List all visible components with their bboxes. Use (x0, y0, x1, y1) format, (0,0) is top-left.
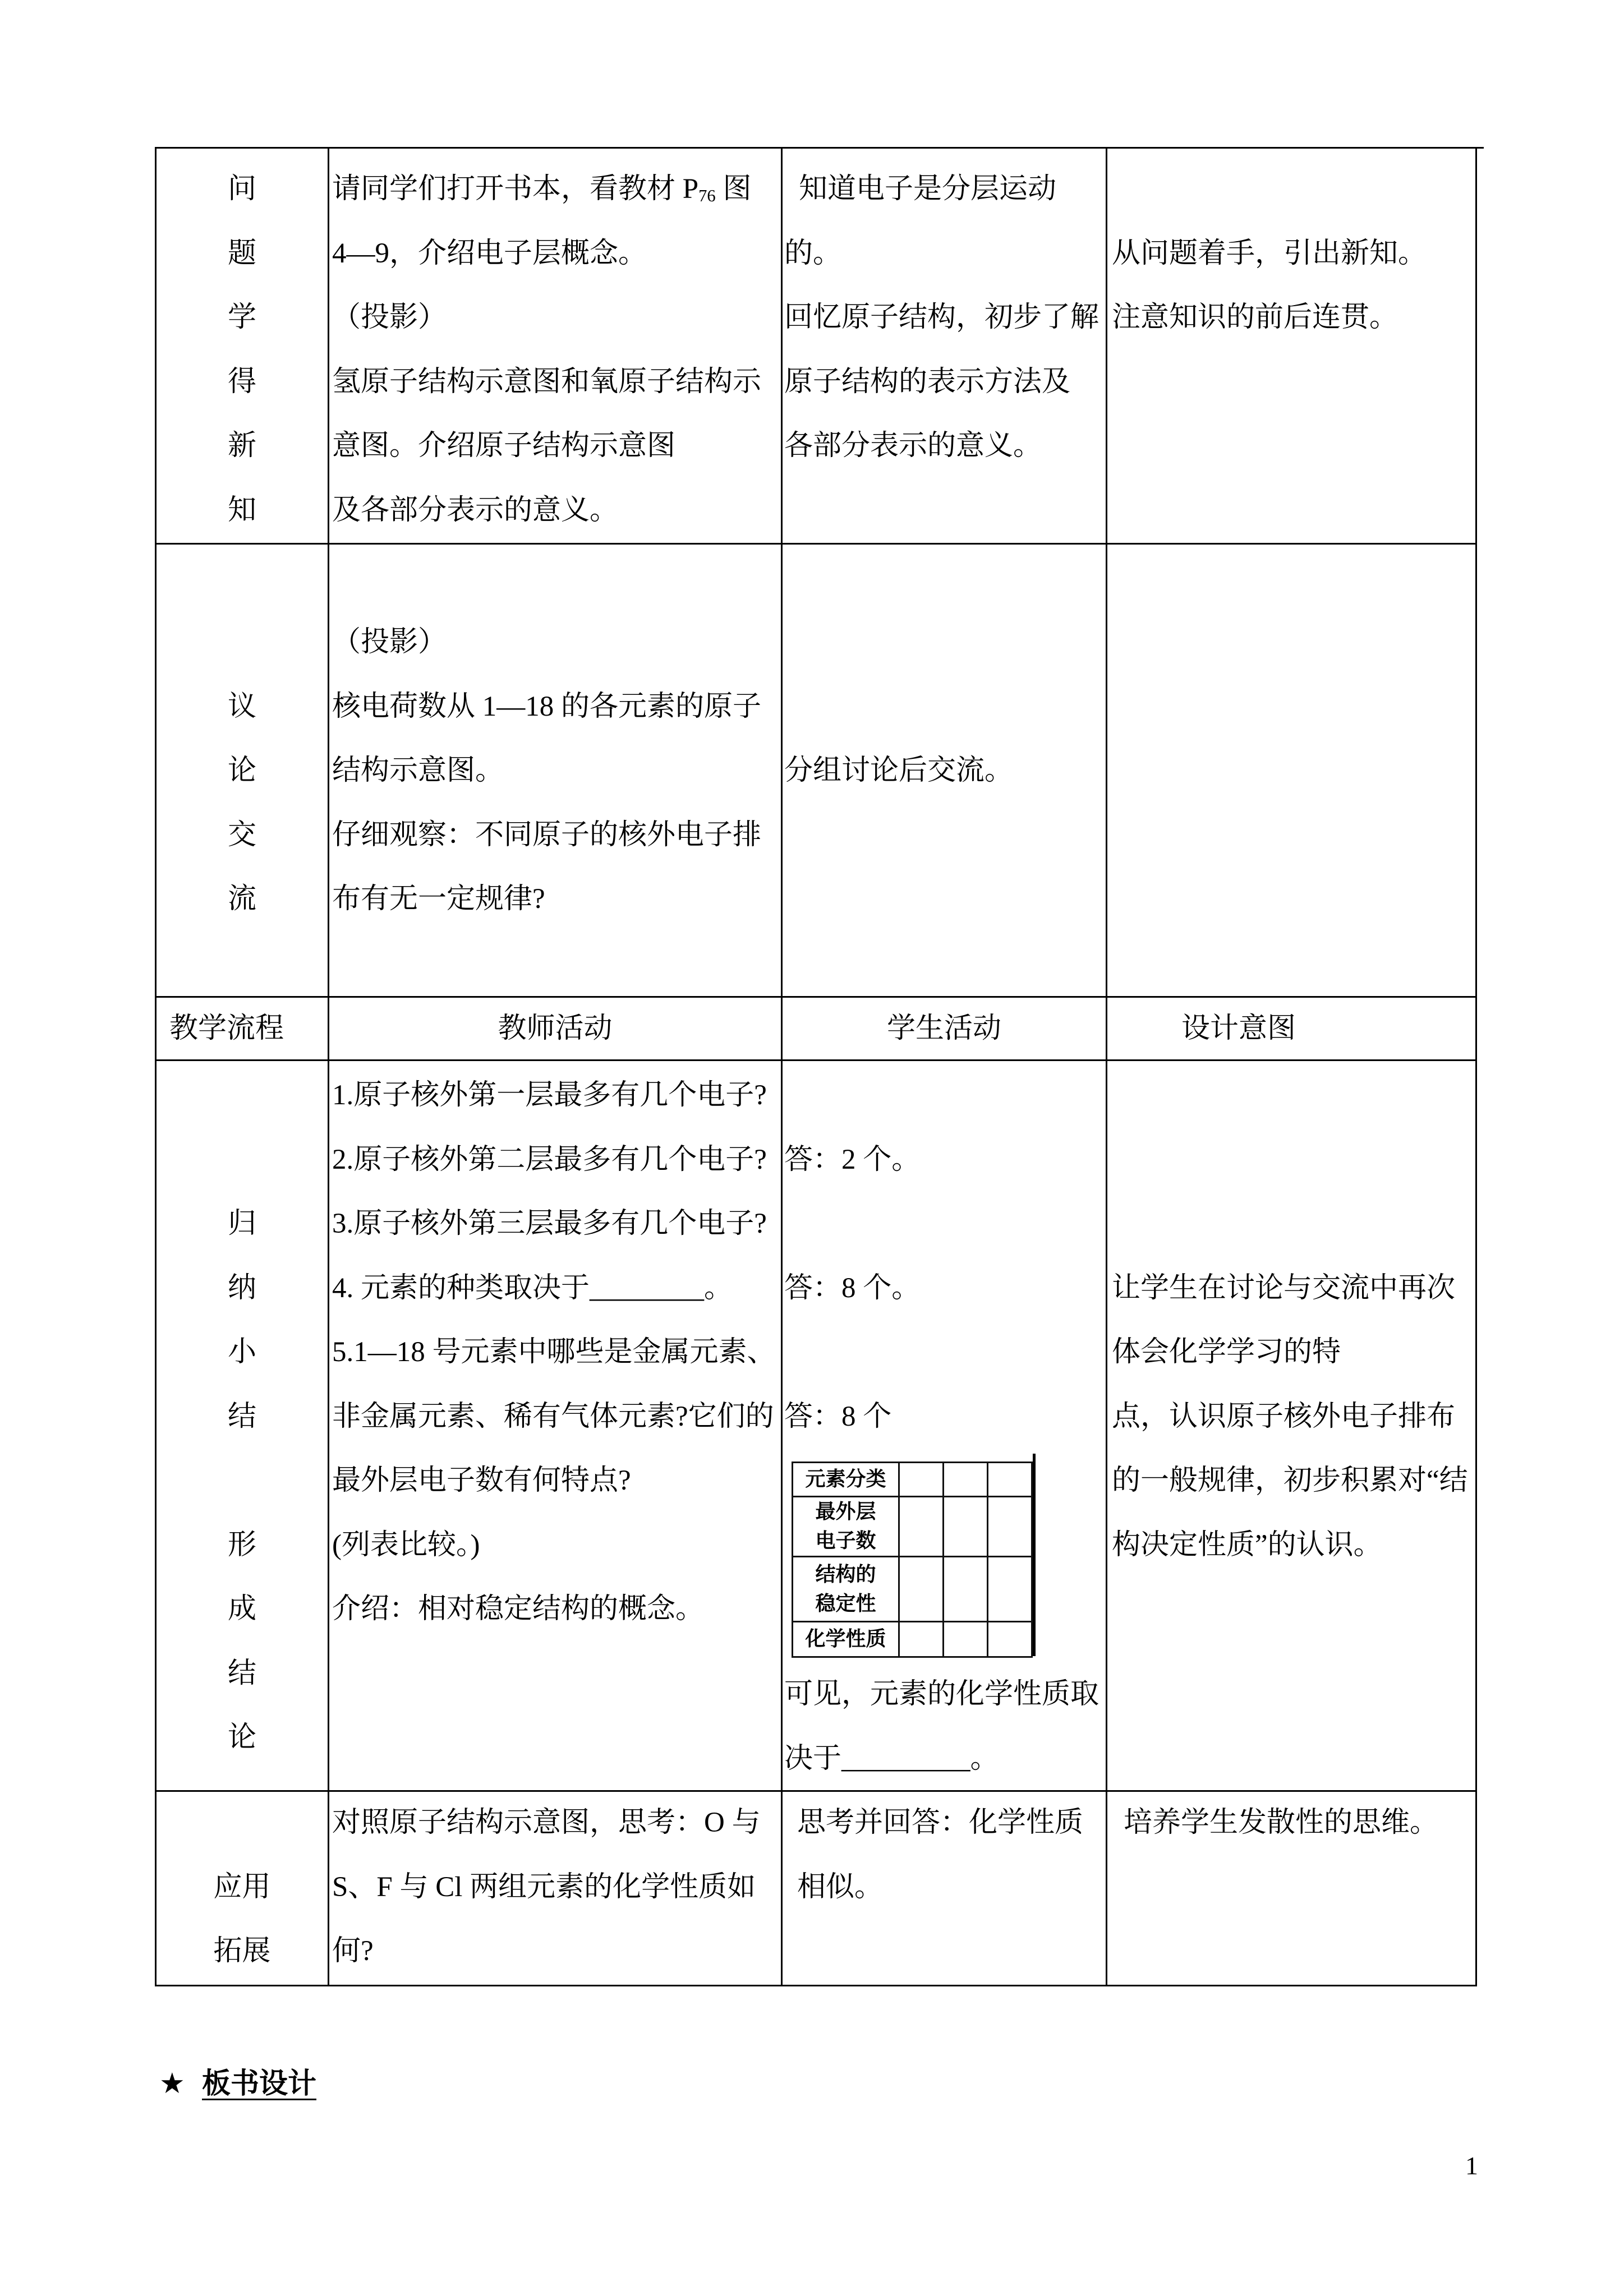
teacher-line: 5.1—18 号元素中哪些是金属元素、 (332, 1336, 776, 1368)
board-design-heading (159, 2052, 395, 2117)
teacher-cell-discussion (332, 610, 775, 932)
comparison-row (793, 1622, 1032, 1657)
intent-line: 点，认识原子核外电子排布 (1112, 1400, 1456, 1432)
teacher-cell-application (332, 1791, 775, 1984)
student-line: 相似。 (797, 1871, 884, 1903)
teacher-line: 非金属元素、稀有气体元素?它们的 (332, 1400, 774, 1432)
student-line: 回忆原子结构，初步了解 (784, 302, 1099, 333)
table-border-right (1475, 149, 1477, 1986)
flow-cell-application (157, 1855, 328, 1984)
student-answer: 答：8 个 (784, 1400, 892, 1432)
student-conclusion (784, 1662, 1101, 1791)
student-answer: 答：8 个。 (784, 1272, 921, 1304)
teacher-line: 意图。介绍原子结构示意图 (332, 430, 676, 462)
table-divider-col2 (781, 149, 783, 1986)
teacher-line: 仔细观察：不同原子的核外电子排 (332, 819, 762, 851)
student-answer: 答：2 个。 (784, 1144, 921, 1175)
flow-label: 议论交流 (227, 690, 256, 915)
intent-cell-summary (1112, 1256, 1471, 1578)
teacher-line: 1.原子核外第一层最多有几个电子? (332, 1080, 767, 1111)
teacher-line: (列表比较。) (332, 1529, 480, 1561)
page-number: 1 (1465, 2151, 1478, 2180)
comparison-cell (944, 1557, 988, 1622)
flow-cell-conclusion (157, 1513, 328, 1770)
teacher-line-tail: 图 (723, 173, 752, 205)
student-line: 决于_________。 (784, 1742, 999, 1774)
row-label-outer-electrons: 最外层 电子数 (793, 1497, 899, 1557)
teacher-line: 结构示意图。 (332, 755, 504, 786)
comparison-cell (944, 1497, 988, 1557)
comparison-cell (988, 1622, 1032, 1657)
teacher-line: 布有无一定规律? (332, 883, 545, 915)
intent-cell-application (1124, 1791, 1471, 1855)
flow-label: 拓展 (213, 1935, 271, 1967)
comparison-row (793, 1497, 1032, 1557)
teacher-line: 何? (332, 1935, 374, 1967)
student-cell-new-knowledge (784, 157, 1101, 478)
comparison-cell (988, 1463, 1032, 1497)
student-line: 思考并回答：化学性质 (797, 1807, 1084, 1838)
comparison-row (793, 1463, 1032, 1497)
flow-label: 归纳小结 (227, 1208, 256, 1432)
intent-line: 培养学生发散性的思维。 (1124, 1807, 1439, 1838)
table-border-bottom (155, 1985, 1477, 1986)
teacher-line: 对照原子结构示意图，思考：O 与 (332, 1807, 761, 1838)
row-label-structure-stability: 结构的 稳定性 (793, 1557, 899, 1622)
comparison-cell (899, 1497, 944, 1557)
student-cell-application (797, 1791, 1103, 1919)
flow-cell-new-knowledge (157, 157, 328, 542)
teacher-line: 最外层电子数有何特点? (332, 1465, 631, 1496)
comparison-cell (899, 1622, 944, 1657)
intent-line: 构决定性质”的认识。 (1112, 1529, 1382, 1561)
row-label-element-category: 元素分类 (793, 1463, 899, 1497)
intent-line: 体会化学学习的特 (1112, 1336, 1341, 1368)
intent-cell-new-knowledge (1112, 222, 1471, 350)
comparison-cell (944, 1463, 988, 1497)
table-divider-col1 (328, 149, 329, 1986)
intent-line: 从问题着手，引出新知。 (1112, 237, 1427, 269)
intent-line: 注意知识的前后连贯。 (1112, 302, 1398, 333)
table-row-divider (155, 543, 1477, 545)
star-icon: ★ (159, 2068, 185, 2100)
flow-cell-summary (157, 1192, 328, 1449)
teacher-line: （投影） (332, 626, 447, 658)
teacher-line-text: 请同学们打开书本，看教材 P (332, 173, 699, 205)
teacher-line: 4. 元素的种类取决于________。 (332, 1272, 733, 1304)
intent-line: 的一般规律，初步积累对“结 (1112, 1465, 1468, 1496)
student-cell-discussion (784, 739, 1101, 803)
comparison-table (792, 1461, 1033, 1658)
student-line: 各部分表示的意义。 (784, 430, 1042, 462)
student-line: 原子结构的表示方法及 (784, 366, 1071, 398)
teacher-line: 及各部分表示的意义。 (332, 494, 619, 526)
column-header-teacher: 教师活动 (498, 1013, 613, 1044)
row-label-chemical-property: 化学性质 (793, 1622, 899, 1657)
comparison-cell (899, 1557, 944, 1622)
flow-cell-discussion (157, 675, 328, 932)
flow-label: 形成结论 (227, 1529, 256, 1753)
board-design-title: 板书设计 (202, 2068, 317, 2100)
teacher-line: S、F 与 Cl 两组元素的化学性质如 (332, 1871, 756, 1903)
comparison-cell (988, 1557, 1032, 1622)
student-line: 的。 (784, 237, 842, 269)
column-header-student: 学生活动 (886, 1013, 1001, 1044)
flow-label: 应用 (213, 1871, 271, 1903)
student-line: 知道电子是分层运动 (799, 173, 1057, 205)
comparison-row (793, 1557, 1032, 1622)
comparison-table-edge (1033, 1454, 1036, 1656)
teacher-cell-new-knowledge (332, 157, 775, 542)
teacher-line: 氢原子结构示意图和氧原子结构示 (332, 366, 762, 398)
teacher-line: 3.原子核外第三层最多有几个电子? (332, 1208, 767, 1239)
intent-line: 让学生在讨论与交流中再次 (1112, 1272, 1456, 1304)
teacher-line (332, 157, 775, 222)
table-divider-col3 (1106, 149, 1107, 1986)
teacher-line: （投影） (332, 302, 447, 333)
header-rule (155, 147, 1484, 149)
page-subscript: 76 (698, 186, 716, 206)
flow-label: 问题学得新知 (227, 173, 256, 526)
column-header-intent: 设计意图 (1181, 1013, 1296, 1044)
teacher-cell-summary (332, 1063, 775, 1642)
comparison-cell (899, 1463, 944, 1497)
teacher-line: 介绍：相对稳定结构的概念。 (332, 1593, 705, 1625)
teacher-line: 核电荷数从 1—18 的各元素的原子 (332, 690, 762, 722)
column-header-flow: 教学流程 (169, 1013, 284, 1044)
student-line: 可见，元素的化学性质取 (784, 1679, 1099, 1710)
table-row-divider (155, 1059, 1477, 1061)
teacher-line: 2.原子核外第二层最多有几个电子? (332, 1144, 767, 1175)
teacher-line: 4—9，介绍电子层概念。 (332, 237, 647, 269)
comparison-cell (988, 1497, 1032, 1557)
student-line: 分组讨论后交流。 (784, 755, 1014, 786)
comparison-cell (944, 1622, 988, 1657)
